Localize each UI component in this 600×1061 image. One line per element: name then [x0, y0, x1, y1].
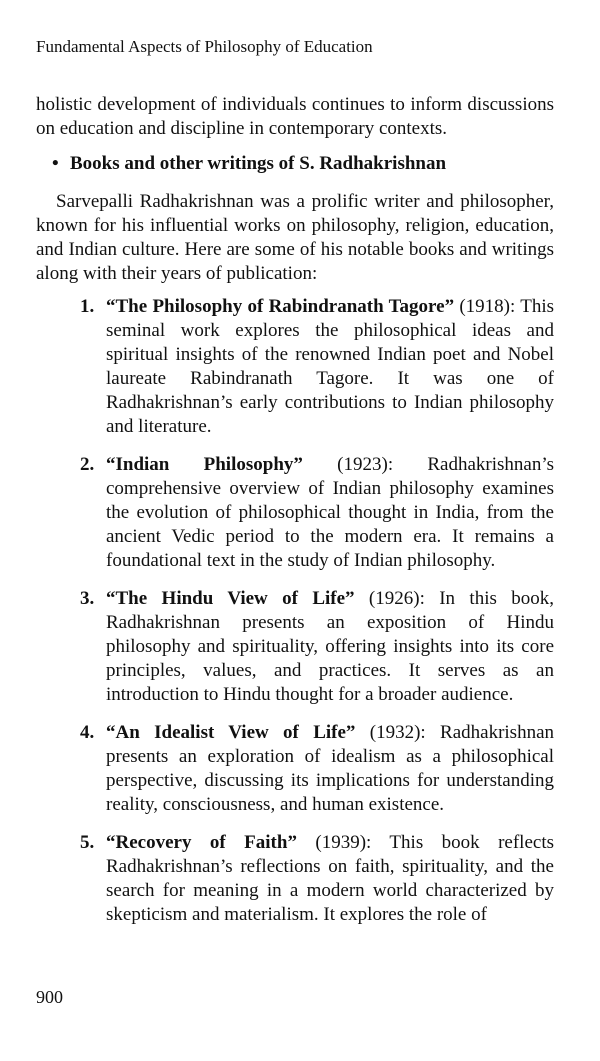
section-heading-text: Books and other writings of S. Radhakrishnan	[70, 153, 447, 174]
list-item	[36, 295, 554, 439]
intro-paragraph: holistic development of individuals continues to inform discussions on education and discipline in contemporary contexts.	[36, 94, 554, 139]
item-number: 3.	[80, 588, 95, 609]
item-number: 2.	[80, 454, 95, 475]
book-title: “The Philosophy of Rabindranath Tagore”	[106, 296, 455, 317]
running-header: Fundamental Aspects of Philosophy of Education	[36, 37, 373, 56]
item-number: 5.	[80, 832, 95, 853]
page-body	[36, 93, 554, 941]
book-title: “Recovery of Faith”	[106, 832, 297, 853]
section-heading	[52, 152, 554, 176]
books-list	[36, 295, 554, 927]
list-item	[36, 587, 554, 707]
book-title: “An Idealist View of Life”	[106, 722, 356, 743]
item-number: 1.	[80, 296, 95, 317]
book-description: (1918): This seminal work explores the philosophical ideas and spiritual insights of the renowned Indian poet and Nobel laureate Rabindranath Tagore. It was one of Radhakrishnan’s early contributions to Indian philosophy and literature.	[106, 296, 554, 437]
list-item	[36, 453, 554, 573]
list-item	[36, 831, 554, 927]
section-paragraph: Sarvepalli Radhakrishnan was a prolific writer and philosopher, known for his influential works on philosophy, religion, education, and Indian culture. Here are some of his notable books and writings along with their years of publication:	[36, 191, 554, 284]
book-title: “The Hindu View of Life”	[106, 588, 355, 609]
book-description: (1926): In this book, Radhakrishnan presents an exposition of Hindu philosophy and spirituality, offering insights into its core principles, values, and practices. It serves as an introduction to Hindu thought for a broader audience.	[106, 588, 555, 705]
item-number: 4.	[80, 722, 95, 743]
page-number: 900	[36, 987, 63, 1007]
bullet-icon: •	[52, 153, 59, 174]
book-description: (1932): Radhakrishnan presents an exploration of idealism as a philosophical perspective, discussing its implications for understanding reality, consciousness, and human existence.	[106, 722, 555, 815]
book-description: (1939): This book reflects Radhakrishnan’s reflections on faith, spirituality, and the search for meaning in a modern world characterized by skepticism and materialism. It explores the role of	[106, 832, 554, 925]
list-item	[36, 721, 554, 817]
book-description: (1923): Radhakrishnan’s comprehensive overview of Indian philosophy examines the evolution of philosophical thought in India, from the ancient Vedic period to the modern era. It remains a foundational text in the study of Indian philosophy.	[106, 454, 555, 571]
book-title: “Indian Philosophy”	[106, 454, 303, 475]
